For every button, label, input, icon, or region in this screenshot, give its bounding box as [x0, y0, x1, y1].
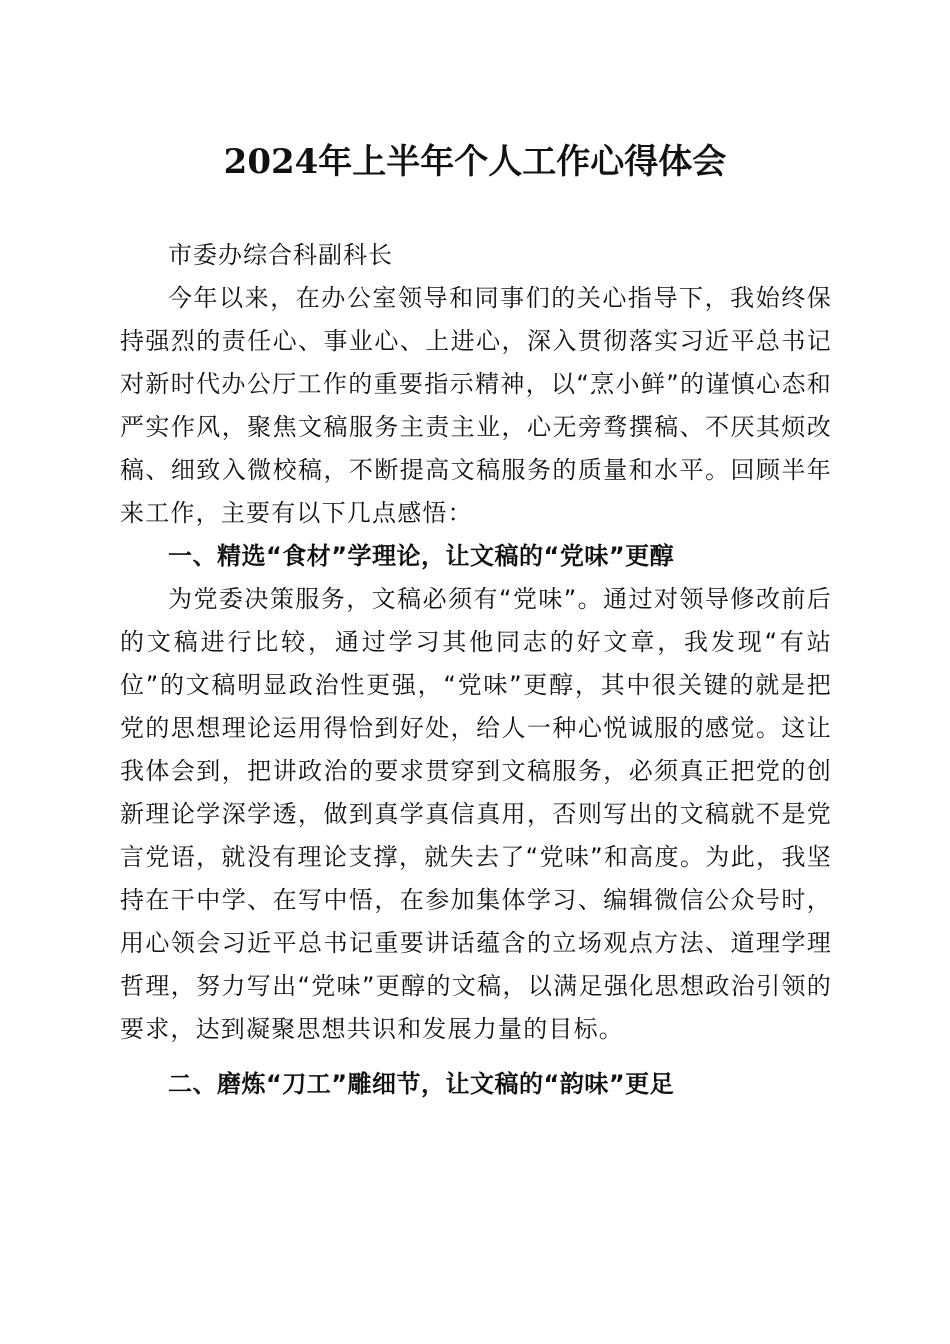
- document-title: 2024年上半年个人工作心得体会: [223, 142, 727, 182]
- section-1-heading: 一、精选“食材”学理论，让文稿的“党味”更醇: [168, 542, 675, 570]
- author-line: 市委办综合科副科长: [168, 241, 393, 269]
- intro-paragraph: 今年以来，在办公室领导和同事们的关心指导下，我始终保持强烈的责任心、事业心、上进心，深入贯彻落实习近平总书记对新时代办公厅工作的重要指示精神，以“烹小鲜”的谨慎心态和严实作风，聚焦文稿服务主责主业，心无旁骛撰稿、不厌其烦改稿、细致入微校稿，不断提高文稿服务的质量和水平。回顾半年来工作，主要有以下几点感悟：: [120, 284, 832, 527]
- document-body: [120, 234, 832, 1106]
- section-1-paragraph: 为党委决策服务，文稿必须有“党味”。通过对领导修改前后的文稿进行比较，通过学习其他同志的好文章，我发现“有站位”的文稿明显政治性更强，“党味”更醇，其中很关键的就是把党的思想理论运用得恰到好处，给人一种心悦诚服的感觉。这让我体会到，把讲政治的要求贯穿到文稿服务，必须真正把党的创新理论学深学透，做到真学真信真用，否则写出的文稿就不是党言党语，就没有理论支撑，就失去了“党味”和高度。为此，我坚持在干中学、在写中悟，在参加集体学习、编辑微信公众号时，用心领会习近平总书记重要讲话蕴含的立场观点方法、道理学理哲理，努力写出“党味”更醇的文稿，以满足强化思想政治引领的要求，达到凝聚思想共识和发展力量的目标。: [120, 585, 832, 1043]
- section-2-heading: 二、磨炼“刀工”雕细节，让文稿的“韵味”更足: [168, 1070, 675, 1098]
